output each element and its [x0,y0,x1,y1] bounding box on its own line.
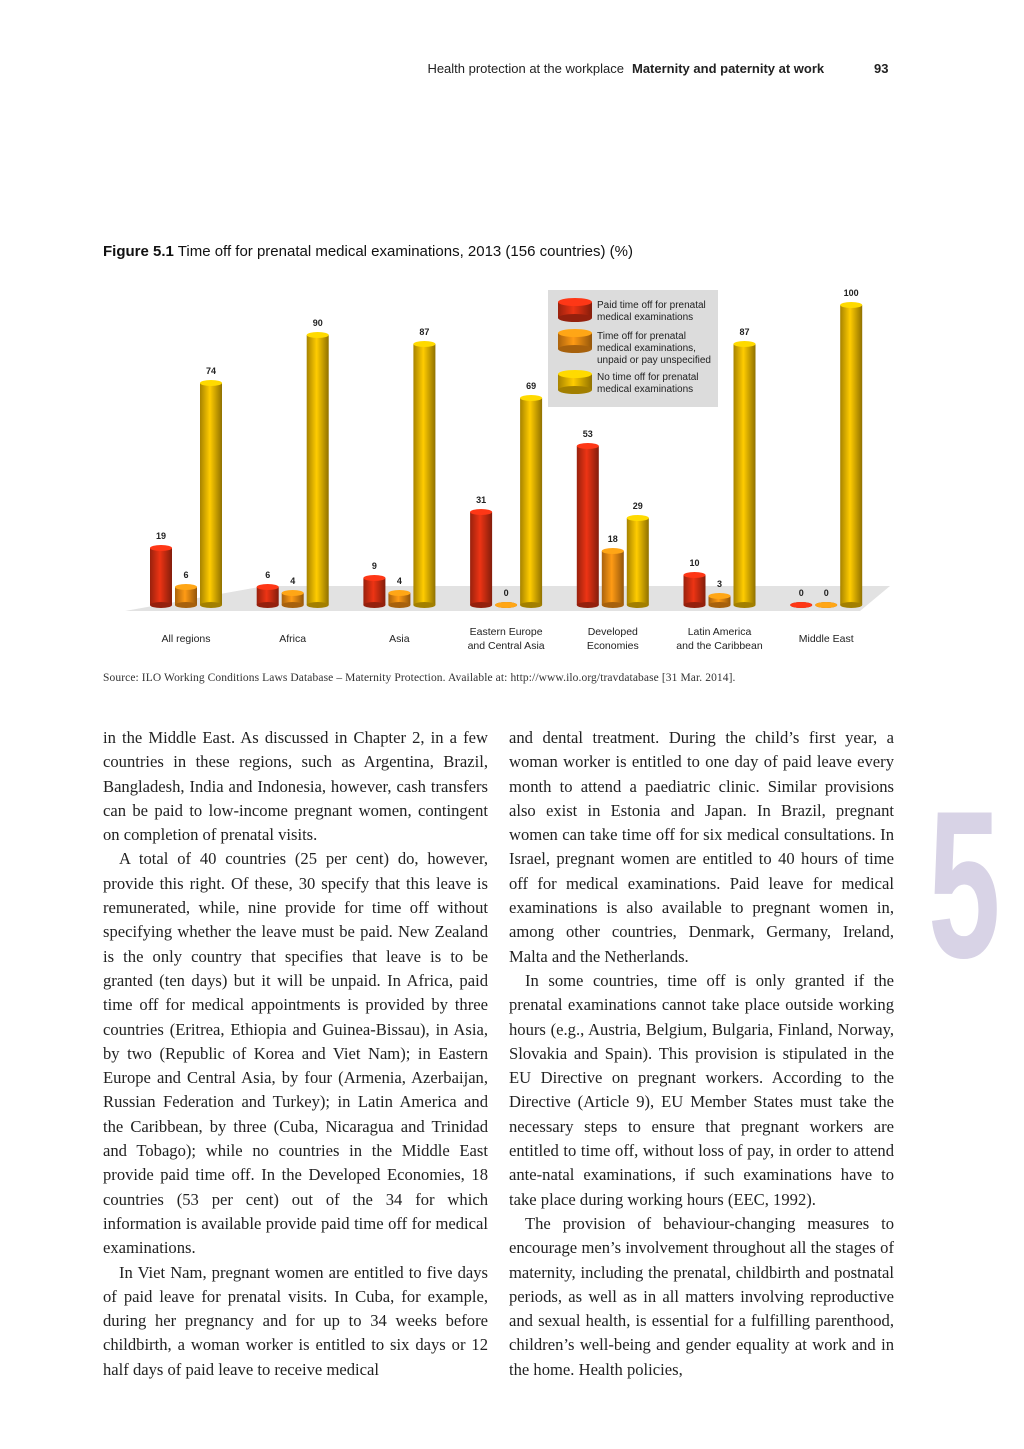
data-label: 6 [265,570,271,580]
data-label: 0 [798,588,804,598]
data-label: 100 [843,288,859,298]
paragraph: In Viet Nam, pregnant women are entitled to five days of paid leave for prenatal visits. In Cuba, for example, during her pregnancy and for up to 34 weeks before childbirth, a woman worker is entitled to six days or 12 half days of paid leave to receive medical [103,1262,488,1379]
header-section: Health protection at the workplace [427,61,624,76]
chart-category-labels [161,626,853,652]
category-label: and Central Asia [467,640,545,652]
data-label: 19 [155,531,167,541]
legend-label: Time off for prenatal [597,331,686,342]
category-label: Asia [389,633,410,645]
bar [520,395,542,608]
bar [388,590,410,608]
paragraph: A total of 40 countries (25 per cent) do, however, provide this right. Of these, 30 specify that this leave is remunerated, while, nine provide for time off without specifying whether the leave must be paid. New Zealand is the only country that specifies that leave is to be granted (ten days) but it will be unpaid. In Africa, paid time off for medical appointments is provided by three countries (Eritrea, Ethiopia and Guinea-Bissau), in Asia, by two (Republic of Korea and Viet Nam); in Eastern Europe and Central Asia, by four (Armenia, Azerbaijan, Russian Federation and Turkey); in Latin America and the Caribbean, by three (Cuba, Nicaragua and Trinidad and Tobago); while no countries in the Middle East provide paid time off. In the Developed Economies, 18 countries (53 per cent) out of the 34 for which information is available provide paid time off for medical examinations. [103,849,488,1258]
category-label: Latin America [687,626,752,638]
category-label: All regions [161,633,211,645]
chart-legend [548,290,718,407]
paragraph: and dental treatment. During the child’s first year, a woman worker is entitled to one day of paid leave every month to attend a paediatric clinic. Similar provisions also exist in Estonia and Japan. In Brazil, pregnant women can take time off for six medical consultations. In Israel, pregnant women are entitled to 40 hours of time off for medical examinations. Paid leave for medical examinations is also available to pregnant women in, among other countries, Denmark, Germany, Ireland, Malta and the Netherlands. [509,728,894,966]
data-label: 4 [290,576,296,586]
body-column-right [509,726,894,1382]
bar [470,509,492,608]
paragraph: The provision of behaviour-changing measures to encourage men’s involvement throughout all the stages of maternity, including the prenatal, childbirth and postnatal periods, as well as in all matters involving reproductive and sexual health, is essential for a fulfilling parenthood, children’s well-being and gender equality at work and in the home. Health policies, [509,1213,894,1379]
bar [790,602,812,608]
data-label: 0 [823,588,829,598]
data-label: 10 [689,558,700,568]
legend-label: medical examinations [597,312,694,323]
bar [363,575,385,608]
page-number: 93 [874,61,889,76]
chart-container [95,275,905,665]
legend-label: Paid time off for prenatal [597,300,706,311]
data-label: 0 [503,588,509,598]
data-label: 9 [371,561,377,571]
bar [577,443,599,608]
category-label: and the Caribbean [676,640,763,652]
data-label: 69 [526,381,537,391]
bar-chart [95,275,905,665]
figure-source: Source: ILO Working Conditions Laws Database – Maternity Protection. Available at: http://www.ilo.org/travdatabase [31 Mar. 2014]. [103,672,736,684]
data-label: 87 [739,327,750,337]
chapter-marker: 5 [928,767,1001,1002]
legend-swatch [558,329,592,353]
bar [684,572,706,608]
category-label: Africa [279,633,307,645]
data-label: 6 [183,570,189,580]
chart-bars [150,288,862,608]
category-label: Economies [586,640,639,652]
data-label: 4 [396,576,402,586]
bar [282,590,304,608]
figure-number: Figure 5.1 [103,243,174,260]
bar [602,548,624,608]
body-column-left [103,726,488,1382]
bar [495,602,517,608]
data-label: 29 [632,501,643,511]
bar [257,584,279,608]
category-label: Middle East [798,633,854,645]
bar [150,545,172,608]
bar [840,302,862,608]
header-chapter: Maternity and paternity at work [632,61,825,76]
paragraph: In some countries, time off is only granted if the prenatal examinations cannot take place outside working hours (e.g., Austria, Belgium, Bulgaria, Finland, Norway, Slovakia and Spain). This provision is stipulated in the EU Directive on pregnant workers. According to the Directive (Article 9), EU Member States must take the necessary steps to ensure that pregnant workers are entitled to time off, without loss of pay, in order to attend ante-natal examinations, if such examinations have to take place during working hours (EEC, 1992). [509,970,894,1209]
legend-label: unpaid or pay unspecified [597,355,711,366]
legend-swatch [558,370,592,394]
data-label: 53 [582,429,593,439]
data-label: 87 [419,327,430,337]
figure-title [103,243,903,260]
figure-title-text: Time off for prenatal medical examinations, 2013 (156 countries) (%) [177,243,633,260]
category-label: Developed [587,626,638,638]
legend-label: medical examinations [597,384,694,395]
data-label: 74 [205,366,217,376]
bar [734,341,756,608]
category-label: Eastern Europe [469,626,543,638]
data-label: 3 [716,579,723,589]
bar [200,380,222,608]
bar [175,584,197,608]
paragraph: in the Middle East. As discussed in Chapter 2, in a few countries in these regions, such as Argentina, Brazil, Bangladesh, India and Indonesia, however, cash transfers can be paid to low-income pregnant women, contingent on completion of prenatal visits. [103,728,488,845]
data-label: 31 [476,495,487,505]
bar [709,593,731,608]
bar [815,602,837,608]
legend-label: No time off for prenatal [597,372,699,383]
data-label: 90 [312,318,323,328]
running-header [0,58,1024,80]
legend-swatch [558,298,592,322]
legend-label: medical examinations, [597,343,696,354]
bar [627,515,649,608]
bar [307,332,329,608]
bar [413,341,435,608]
data-label: 18 [607,534,618,544]
